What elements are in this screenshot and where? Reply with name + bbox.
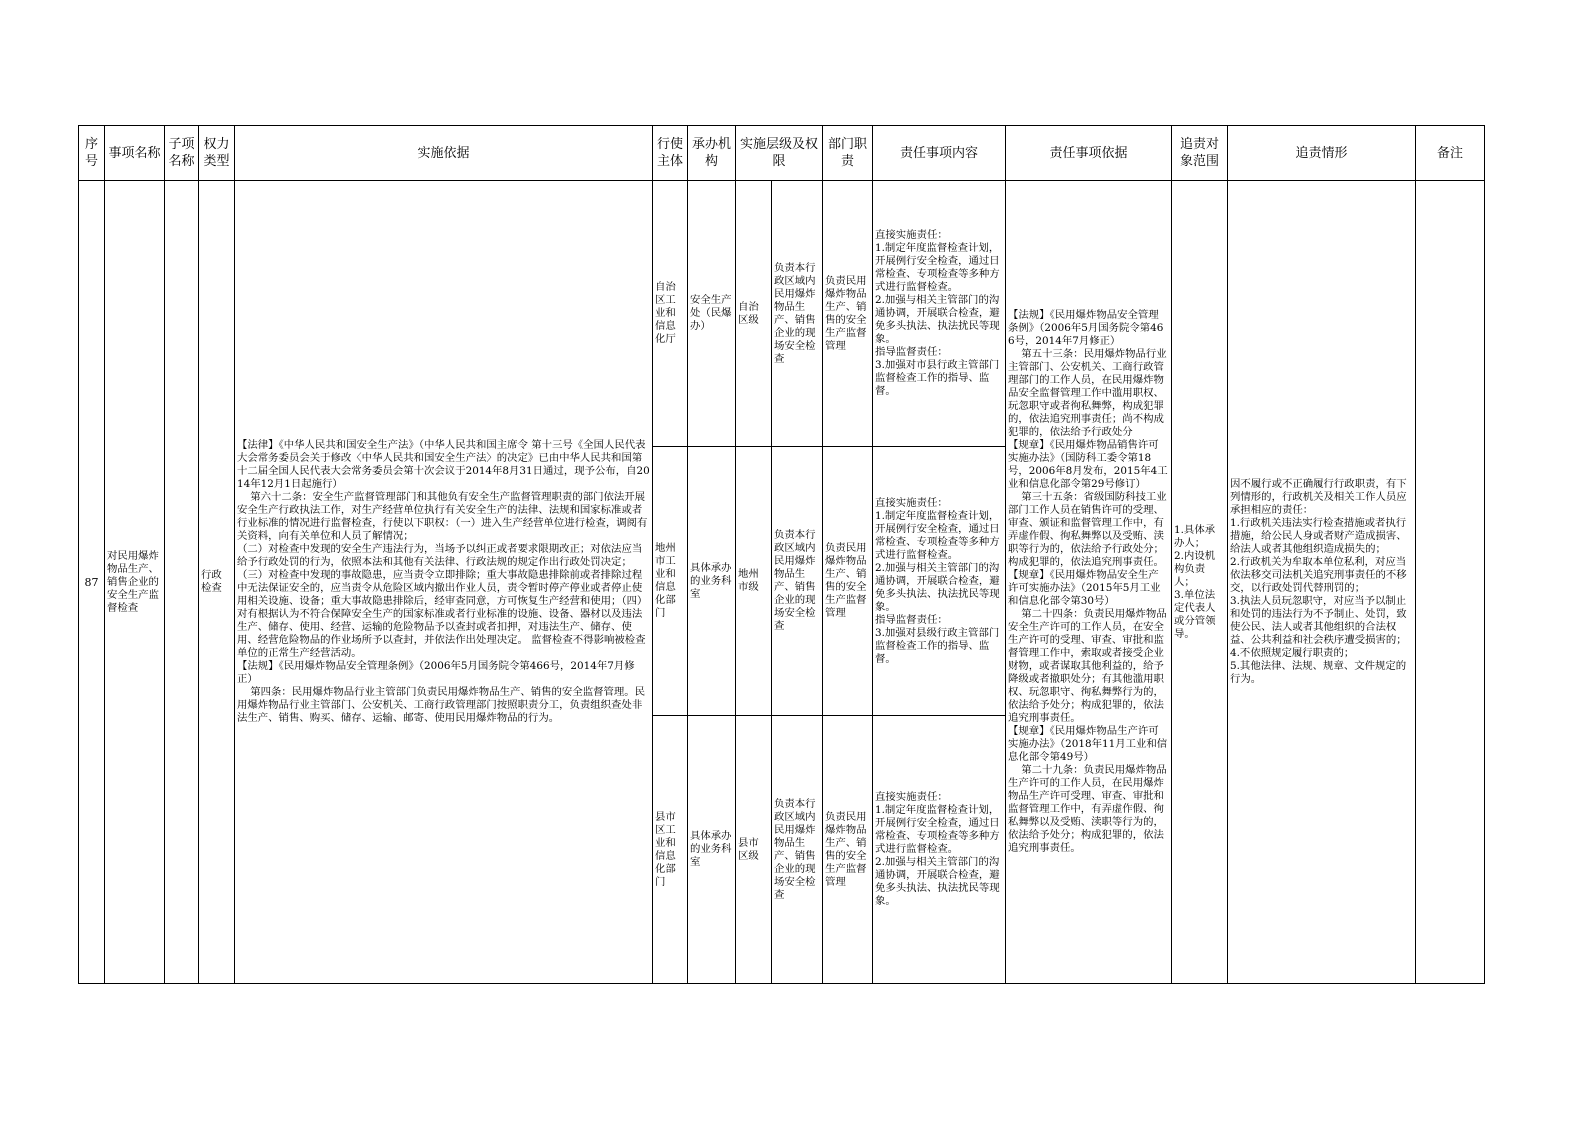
col-header-sub-name: 子项名称 bbox=[165, 126, 199, 181]
responsibility-table bbox=[78, 125, 1485, 984]
cell-resp-prefecture: 直接实施责任： 1.制定年度监督检查计划，开展例行安全检查，通过日常检查、专项检查等多种方式进行监督检查。 2.加强与相关主管部门的沟通协调，开展联合检查，避免多头执法、执法扰民等现象。 指导监督责任： 3.加强对县级行政主管部门监督检查工作的指导、监督。 bbox=[873, 447, 1006, 716]
col-header-level: 实施层级及权限 bbox=[736, 126, 823, 181]
col-header-duty: 部门职责 bbox=[823, 126, 873, 181]
cell-subject-region: 自治区工业和信息化厅 bbox=[653, 181, 688, 447]
cell-resp-county: 直接实施责任： 1.制定年度监督检查计划，开展例行安全检查，通过日常检查、专项检查等多种方式进行监督检查。 2.加强与相关主管部门的沟通协调，开展联合检查，避免多头执法、执法扰民等现象。 bbox=[873, 716, 1006, 984]
table-row bbox=[79, 181, 1485, 447]
cell-basis: 【法律】《中华人民共和国安全生产法》（中华人民共和国主席令 第十三号《全国人民代表大会常务委员会关于修改〈中华人民共和国安全生产法〉的决定》已由中华人民共和国第十二届全国人民代表大会常务委员会第十次会议于2014年8月31日通过，现予公布，自2014年12月1日起施行） 第六十二条：安全生产监督管理部门和其他负有安全生产监督管理职责的部门依法开展安全生产行政执法工作，对生产经营单位执行有关安全生产的法律、法规和国家标准或者行业标准的情况进行监督检查，行使以下职权：（一）进入生产经营单位进行检查，调阅有关资料，向有关单位和人员了解情况； （二）对检查中发现的安全生产违法行为，当场予以纠正或者要求限期改正；对依法应当给予行政处罚的行为，依照本法和其他有关法律、行政法规的规定作出行政处罚决定；（三）对检查中发现的事故隐患，应当责令立即排除；重大事故隐患排除前或者排除过程中无法保证安全的，应当责令从危险区域内撤出作业人员，责令暂时停产停业或者停止使用相关设施、设备；重大事故隐患排除后，经审查同意，方可恢复生产经营和使用；（四）对有根据认为不符合保障安全生产的国家标准或者行业标准的设施、设备、器材以及违法生产、储存、使用、经营、运输的危险物品予以查封或者扣押，对违法生产、储存、使用、经营危险物品的作业场所予以查封，并依法作出处理决定。 监督检查不得影响被检查单位的正常生产经营活动。 【法规】《民用爆炸物品安全管理条例》（2006年5月国务院令第466号，2014年7月修正） 第四条：民用爆炸物品行业主管部门负责民用爆炸物品生产、销售的安全监督管理。民用爆炸物品行业主管部门、公安机关、工商行政管理部门按照职责分工，负责组织查处非法生产、销售、购买、储存、运输、邮寄、使用民用爆炸物品的行为。 bbox=[235, 181, 653, 984]
cell-agency-prefecture: 具体承办的业务科室 bbox=[688, 447, 736, 716]
col-header-agency: 承办机构 bbox=[688, 126, 736, 181]
col-header-scope: 追责对象范围 bbox=[1172, 126, 1228, 181]
col-header-situation: 追责情形 bbox=[1228, 126, 1416, 181]
cell-level-prefecture: 地州市级 bbox=[736, 447, 772, 716]
cell-duty-county: 负责民用爆炸物品生产、销售的安全生产监督管理 bbox=[823, 716, 873, 984]
cell-scope: 1.具体承办人； 2.内设机构负责人； 3.单位法定代表人或分管领导。 bbox=[1172, 181, 1228, 984]
cell-agency-region: 安全生产处（民爆办） bbox=[688, 181, 736, 447]
cell-power-type: 行政检查 bbox=[199, 181, 235, 984]
col-header-basis: 实施依据 bbox=[235, 126, 653, 181]
cell-duty-prefecture: 负责民用爆炸物品生产、销售的安全生产监督管理 bbox=[823, 447, 873, 716]
cell-situation: 因不履行或不正确履行行政职责，有下列情形的，行政机关及相关工作人员应承担相应的责任： 1.行政机关违法实行检查措施或者执行措施，给公民人身或者财产造成损害、给法人或者其他组织造成损失的； 2.行政机关为牟取本单位私利，对应当依法移交司法机关追究刑事责任的不移交，以行政处罚代替刑罚的； 3.执法人员玩忽职守，对应当予以制止和处罚的违法行为不予制止、处罚，致使公民、法人或者其他组织的合法权益、公共利益和社会秩序遭受损害的； 4.不依照规定履行职责的； 5.其他法律、法规、规章、文件规定的行为。 bbox=[1228, 181, 1416, 984]
cell-item-name: 对民用爆炸物品生产、销售企业的安全生产监督检查 bbox=[105, 181, 165, 984]
cell-sub-name bbox=[165, 181, 199, 984]
cell-subject-prefecture: 地州市工业和信息化部门 bbox=[653, 447, 688, 716]
col-header-power-type: 权力类型 bbox=[199, 126, 235, 181]
cell-level-region: 自治区级 bbox=[736, 181, 772, 447]
col-header-resp-content: 责任事项内容 bbox=[873, 126, 1006, 181]
cell-authority-prefecture: 负责本行政区域内民用爆炸物品生产、销售企业的现场安全检查 bbox=[772, 447, 823, 716]
cell-authority-county: 负责本行政区域内民用爆炸物品生产、销售企业的现场安全检查 bbox=[772, 716, 823, 984]
cell-resp-basis: 【法规】《民用爆炸物品安全管理条例》（2006年5月国务院令第466号，2014年7月修正） 第五十三条：民用爆炸物品行业主管部门、公安机关、工商行政管理部门的工作人员，在民用爆炸物品安全监督管理工作中滥用职权、玩忽职守或者徇私舞弊，构成犯罪的，依法追究刑事责任；尚不构成犯罪的，依法给予行政处分 【规章】《民用爆炸物品销售许可实施办法》（国防科工委令第18号，2006年8月发布，2015年4工业和信息化部令第29号修订） 第三十五条：省级国防科技工业部门工作人员在销售许可的受理、审查、颁证和监督管理工作中，有弄虚作假、徇私舞弊以及受贿、渎职等行为的，依法给予行政处分；构成犯罪的，依法追究刑事责任。 【规章】《民用爆炸物品安全生产许可实施办法》（2015年5月工业和信息化部令第30号） 第二十四条：负责民用爆炸物品安全生产许可的工作人员，在安全生产许可的受理、审查、审批和监督管理工作中，索取或者接受企业财物，或者谋取其他利益的，给予降级或者撤职处分；有其他滥用职权、玩忽职守、徇私舞弊行为的，依法给予处分；构成犯罪的，依法追究刑事责任。 【规章】《民用爆炸物品生产许可实施办法》（2018年11月工业和信息化部令第49号） 第二十九条：负责民用爆炸物品生产许可的工作人员，在民用爆炸物品生产许可受理、审查、审批和监督管理工作中，有弄虚作假、徇私舞弊以及受贿、渎职等行为的，依法给予处分；构成犯罪的，依法追究刑事责任。 bbox=[1006, 181, 1172, 984]
col-header-subject: 行使主体 bbox=[653, 126, 688, 181]
cell-authority-region: 负责本行政区域内民用爆炸物品生产、销售企业的现场安全检查 bbox=[772, 181, 823, 447]
cell-resp-region: 直接实施责任： 1.制定年度监督检查计划，开展例行安全检查，通过日常检查、专项检查等多种方式进行监督检查。 2.加强与相关主管部门的沟通协调，开展联合检查，避免多头执法、执法扰民等现象。 指导监督责任： 3.加强对市县行政主管部门监督检查工作的指导、监督。 bbox=[873, 181, 1006, 447]
cell-remark bbox=[1416, 181, 1485, 984]
col-header-remark: 备注 bbox=[1416, 126, 1485, 181]
cell-level-county: 县市区级 bbox=[736, 716, 772, 984]
cell-duty-region: 负责民用爆炸物品生产、销售的安全生产监督管理 bbox=[823, 181, 873, 447]
cell-seq: 87 bbox=[79, 181, 105, 984]
col-header-item-name: 事项名称 bbox=[105, 126, 165, 181]
cell-agency-county: 具体承办的业务科室 bbox=[688, 716, 736, 984]
col-header-resp-basis: 责任事项依据 bbox=[1006, 126, 1172, 181]
header-row bbox=[79, 126, 1485, 181]
cell-subject-county: 县市区工业和信息化部门 bbox=[653, 716, 688, 984]
col-header-seq: 序号 bbox=[79, 126, 105, 181]
